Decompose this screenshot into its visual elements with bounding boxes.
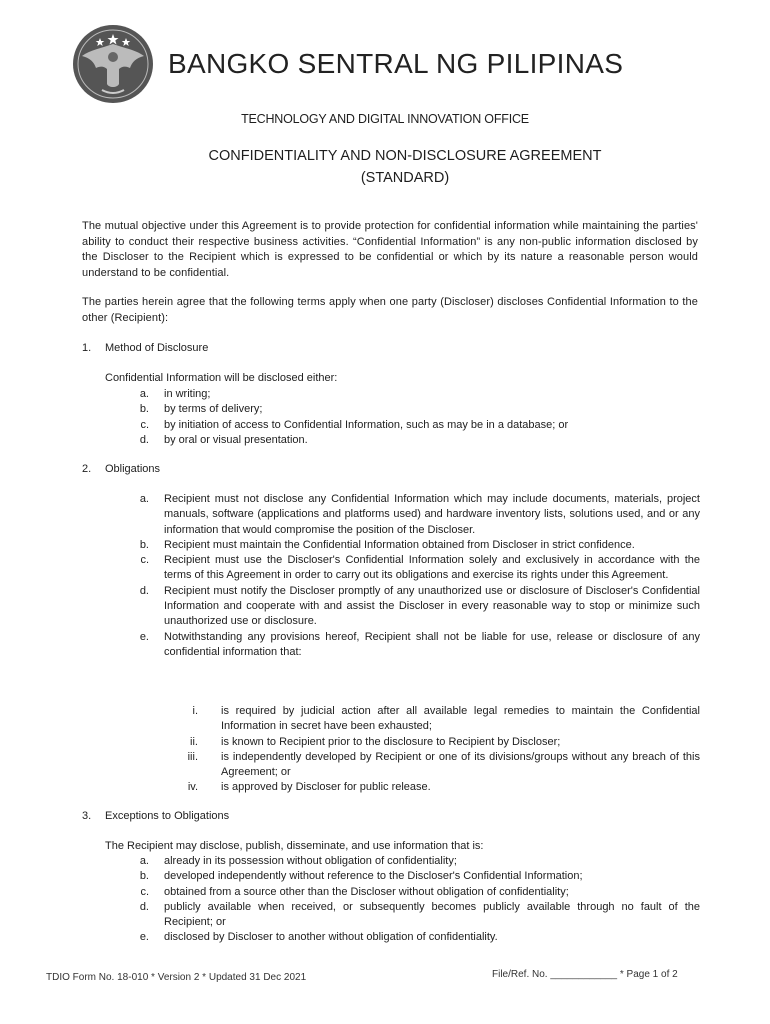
section-3-number: 3.: [82, 810, 92, 822]
section-3-heading: Exceptions to Obligations: [105, 810, 230, 822]
list-item-text: Recipient must maintain the Confidential Information obtained from Discloser in strict confidence.: [164, 538, 635, 551]
list-item: [125, 433, 700, 448]
section-1-number: 1.: [82, 342, 92, 354]
list-item-marker: iv.: [187, 781, 198, 794]
office-name: TECHNOLOGY AND DIGITAL INNOVATION OFFICE: [241, 112, 529, 126]
list-item-marker: c.: [140, 554, 149, 567]
intro-paragraph-2: The parties herein agree that the following terms apply when one party (Discloser) discloses Confidential Information to the other (Recipient):: [82, 296, 698, 324]
list-item-marker: i.: [192, 705, 198, 717]
list-item-text: is known to Recipient prior to the disclosure to Recipient by Discloser;: [221, 735, 561, 748]
list-item: [125, 402, 700, 417]
document-title: CONFIDENTIALITY AND NON-DISCLOSURE AGREEMENT: [208, 148, 602, 164]
list-item-text: is approved by Discloser for public release.: [221, 781, 431, 794]
intro-paragraph-1: The mutual objective under this Agreement is to provide protection for confidential information while maintaining the parties' ability to conduct their respective business activities. “Confidential Information” is any non-public information disclosed by the Discloser to the Recipient which is expressed to be confidential or which by its nature a reasonable person would understand to be confidential.: [82, 220, 698, 279]
list-item: [180, 750, 700, 781]
list-item: [125, 584, 700, 630]
list-item-marker: a.: [139, 388, 149, 400]
section-3-list: [125, 854, 700, 946]
list-item-text: developed independently without reference to the Discloser's Confidential Information;: [164, 870, 583, 883]
document-subtitle: (STANDARD): [360, 170, 450, 186]
list-item: [125, 553, 700, 584]
section-2-number: 2.: [82, 463, 92, 475]
list-item: [125, 869, 700, 884]
list-item-text: by terms of delivery;: [164, 403, 263, 416]
list-item-marker: b.: [139, 403, 149, 416]
list-item-marker: e.: [139, 630, 149, 643]
list-item: [125, 930, 700, 945]
list-item-marker: e.: [139, 931, 149, 944]
list-item: [125, 900, 700, 931]
list-item-marker: a.: [139, 855, 149, 867]
list-item: [125, 854, 700, 869]
section-1-lead: Confidential Information will be disclosed either:: [105, 372, 338, 384]
list-item: [125, 492, 700, 538]
section-2-heading: Obligations: [105, 463, 161, 475]
list-item-marker: c.: [140, 885, 149, 898]
form-number: TDIO Form No. 18-010 * Version 2 * Updated 31 Dec 2021: [46, 972, 307, 983]
list-item: [125, 387, 700, 402]
list-item-text: Recipient must not disclose any Confidential Information which may include documents, materials, project manuals, software (applications and platforms used) and hardware inventory lists, solutions used, and or any information that would compromise the position of the Discloser.: [164, 493, 700, 536]
list-item-marker: b.: [139, 870, 149, 883]
list-item: [125, 418, 700, 433]
list-item-marker: d.: [139, 584, 149, 597]
list-item-text: obtained from a source other than the Discloser without obligation of confidentiality;: [164, 885, 569, 898]
list-item-marker: d.: [139, 900, 149, 913]
section-1-list: [125, 387, 700, 448]
list-item-text: is independently developed by Recipient or one of its divisions/groups without any breach of this Agreement; or: [221, 750, 700, 779]
section-2-sublist: [180, 704, 700, 796]
list-item: [180, 735, 700, 750]
list-item-text: is required by judicial action after all available legal remedies to maintain the Confidential Information in secret have been exhausted;: [221, 705, 700, 733]
bsp-seal-logo: [72, 24, 154, 104]
list-item-text: Recipient must use the Discloser's Confidential Information solely and exclusively in accordance with the terms of this Agreement in order to carry out its obligations and exercise its rights under this Agreement.: [164, 554, 700, 582]
list-item: [180, 780, 700, 795]
list-item-text: disclosed by Discloser to another without obligation of confidentiality.: [164, 931, 498, 944]
list-item-marker: c.: [140, 418, 149, 431]
list-item-text: by initiation of access to Confidential Information, such as may be in a database; or: [164, 418, 569, 431]
list-item-text: Recipient must notify the Discloser promptly of any unauthorized use or disclosure of Discloser's Confidential Information and cooperate with and assist the Discloser in every reasonable way to stop or minimize such unauthorized use or disclosure.: [164, 584, 700, 628]
section-1-heading: Method of Disclosure: [105, 342, 209, 354]
list-item-text: publicly available when received, or subsequently becomes publicly available through no fault of the Recipient; or: [164, 900, 700, 929]
list-item-text: by oral or visual presentation.: [164, 433, 308, 446]
list-item-marker: ii.: [190, 735, 198, 748]
list-item-marker: iii.: [187, 750, 198, 763]
list-item: [125, 538, 700, 553]
section-2-list: [125, 492, 700, 660]
list-item-text: Notwithstanding any provisions hereof, Recipient shall not be liable for use, release or disclosure of any confidential information that:: [164, 630, 700, 658]
section-3-lead: The Recipient may disclose, publish, disseminate, and use information that is:: [105, 840, 484, 852]
list-item-marker: d.: [139, 433, 149, 446]
list-item-marker: b.: [139, 538, 149, 551]
list-item: [180, 704, 700, 735]
list-item: [125, 630, 700, 661]
list-item-marker: a.: [139, 493, 149, 505]
agency-name: BANGKO SENTRAL NG PILIPINAS: [168, 48, 624, 79]
list-item: [125, 885, 700, 900]
list-item-text: in writing;: [164, 388, 211, 400]
file-ref-page: File/Ref. No. ____________ * Page 1 of 2: [492, 969, 678, 980]
list-item-text: already in its possession without obligation of confidentiality;: [164, 855, 457, 867]
